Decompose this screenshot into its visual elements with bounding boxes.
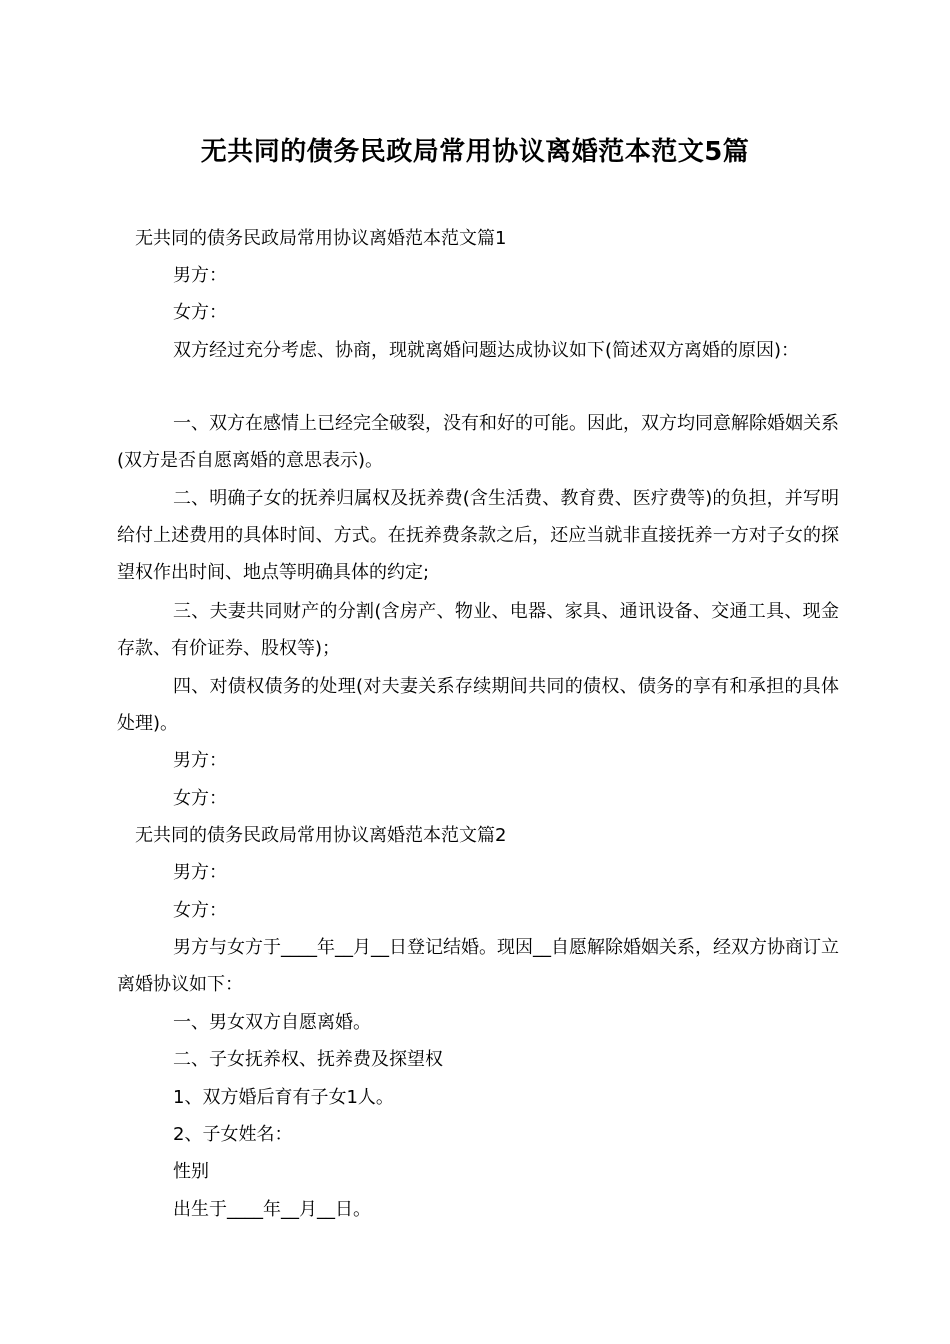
section-2-item-4: 2、子女姓名：	[173, 1124, 293, 1145]
section-2-item-5: 性别	[173, 1161, 209, 1182]
section-1-clause-1: 一、双方在感情上已经完全破裂，没有和好的可能。因此，双方均同意解除婚姻关系(双方是否自愿离婚的意思表示)。	[117, 413, 839, 471]
section-1-female-label: 女方：	[173, 302, 227, 323]
section-2-item-3: 1、双方婚后育有子女1人。	[173, 1087, 394, 1108]
section-2-intro: 男方与女方于____年__月__日登记结婚。现因__自愿解除婚姻关系，经双方协商订立离婚协议如下：	[117, 937, 839, 995]
section-2-male-label: 男方：	[173, 862, 227, 883]
section-1-clause-3: 三、夫妻共同财产的分割(含房产、物业、电器、家具、通讯设备、交通工具、现金存款、有价证券、股权等)；	[117, 601, 839, 659]
section-2-item-2: 二、子女抚养权、抚养费及探望权	[173, 1049, 443, 1070]
section-2-female-label: 女方：	[173, 900, 227, 921]
section-1-clause-4: 四、对债权债务的处理(对夫妻关系存续期间共同的债权、债务的享有和承担的具体处理)。	[117, 676, 839, 734]
section-1-male-sign: 男方：	[173, 750, 227, 771]
section-1-clause-2: 二、明确子女的抚养归属权及抚养费(含生活费、教育费、医疗费等)的负担，并写明给付上述费用的具体时间、方式。在抚养费条款之后，还应当就非直接抚养一方对子女的探望权作出时间、地点等明确具体的约定;	[117, 488, 839, 583]
section-1-intro: 双方经过充分考虑、协商，现就离婚问题达成协议如下(简述双方离婚的原因)：	[173, 340, 800, 361]
section-2-item-1: 一、男女双方自愿离婚。	[173, 1012, 371, 1033]
section-2-item-6: 出生于____年__月__日。	[173, 1199, 371, 1220]
section-1-heading: 无共同的债务民政局常用协议离婚范本范文篇1	[135, 228, 507, 249]
document-title: 无共同的债务民政局常用协议离婚范本范文5篇	[200, 137, 750, 167]
section-2-heading: 无共同的债务民政局常用协议离婚范本范文篇2	[135, 825, 507, 846]
section-1-female-sign: 女方：	[173, 788, 227, 809]
section-1-male-label: 男方：	[173, 265, 227, 286]
